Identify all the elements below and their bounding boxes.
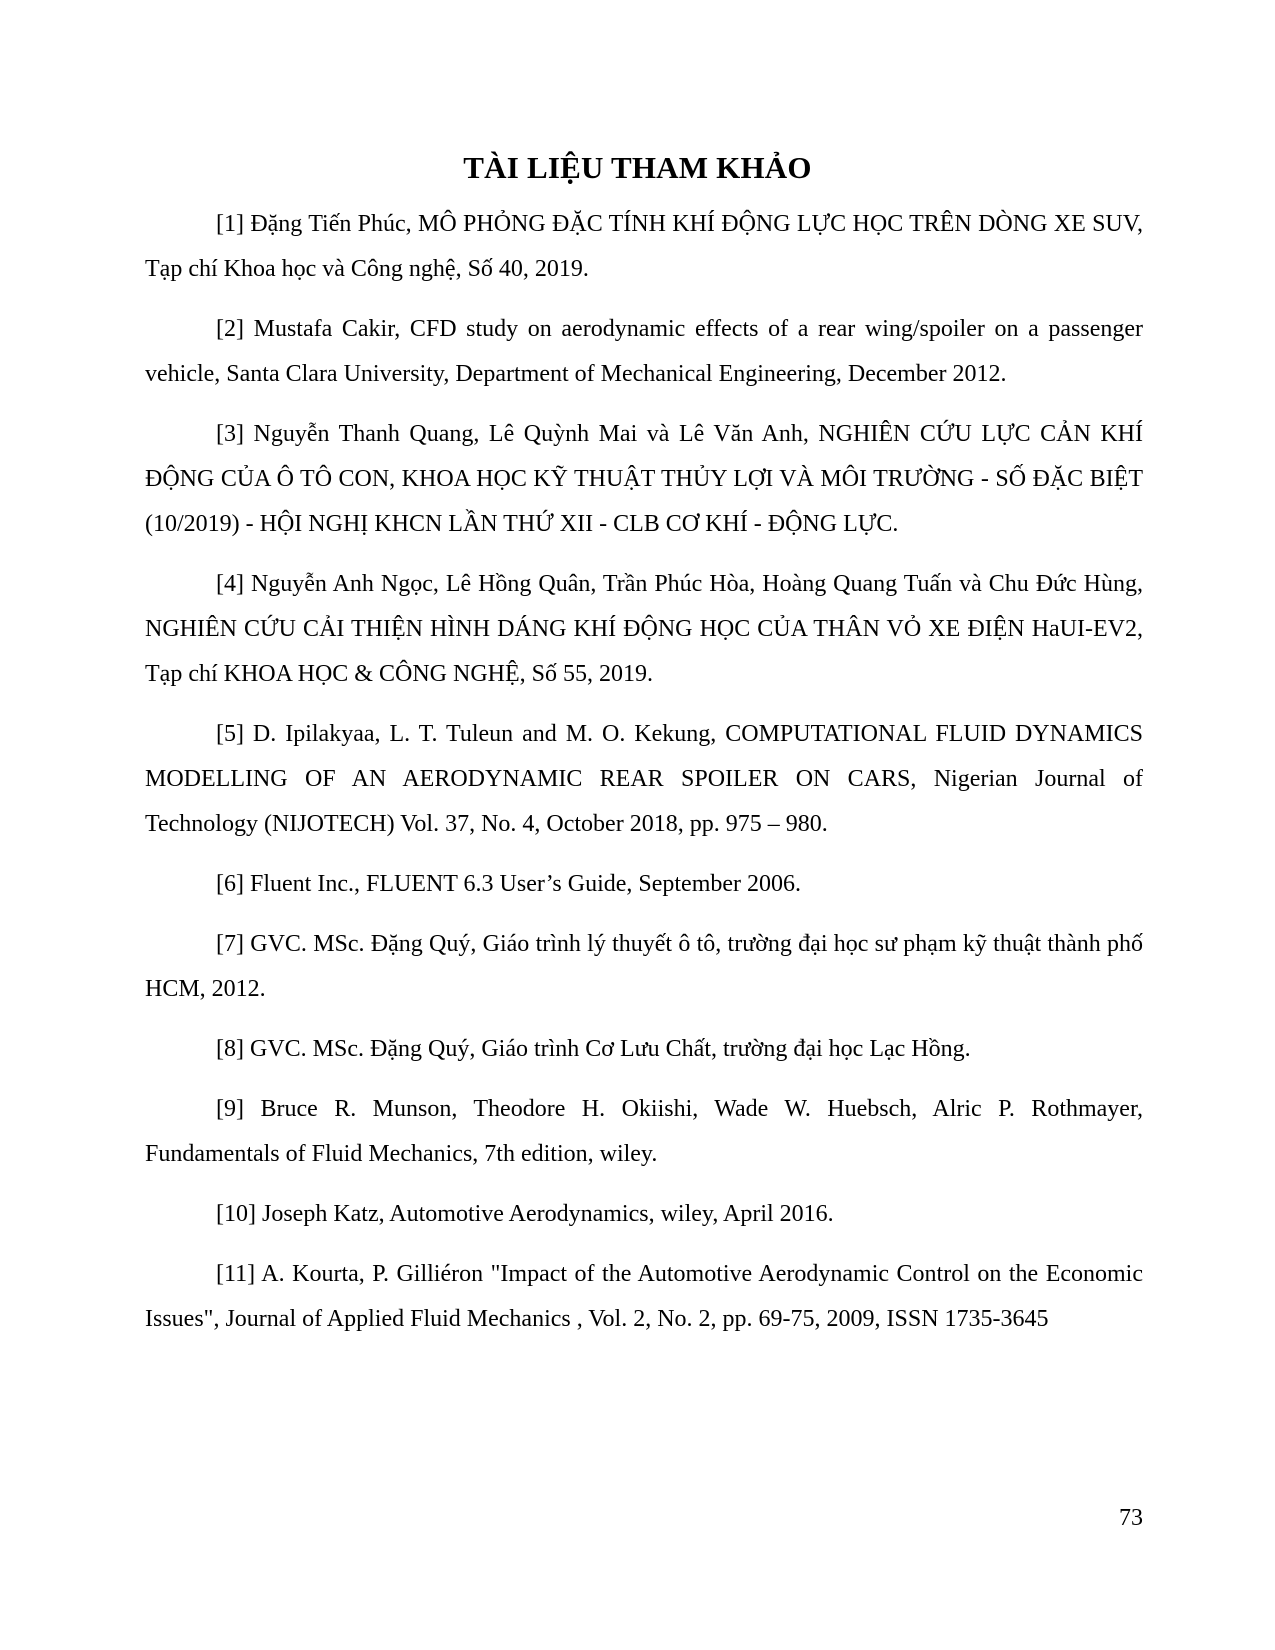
reference-item-11: [11] A. Kourta, P. Gilliéron "Impact of the Automotive Aerodynamic Control on the Economic Issues", Journal of Applied Fluid Mechanics , Vol. 2, No. 2, pp. 69-75, 2009, ISSN 1735-3645: [145, 1261, 1143, 1332]
reference-item-4: [4] Nguyễn Anh Ngọc, Lê Hồng Quân, Trần Phúc Hòa, Hoàng Quang Tuấn và Chu Đức Hùng, NGHIÊN CỨU CẢI THIỆN HÌNH DÁNG KHÍ ĐỘNG HỌC CỦA THÂN VỎ XE ĐIỆN HaUI-EV2, Tạp chí KHOA HỌC & CÔNG NGHỆ, Số 55, 2019.: [145, 571, 1143, 687]
reference-item-8: [8] GVC. MSc. Đặng Quý, Giáo trình Cơ Lưu Chất, trường đại học Lạc Hồng.: [216, 1036, 971, 1062]
reference-item-1: [1] Đặng Tiến Phúc, MÔ PHỎNG ĐẶC TÍNH KHÍ ĐỘNG LỰC HỌC TRÊN DÒNG XE SUV, Tạp chí Khoa học và Công nghệ, Số 40, 2019.: [145, 211, 1143, 282]
reference-item-5: [5] D. Ipilakyaa, L. T. Tuleun and M. O. Kekung, COMPUTATIONAL FLUID DYNAMICS MODELLING OF AN AERODYNAMIC REAR SPOILER ON CARS, Nigerian Journal of Technology (NIJOTECH) Vol. 37, No. 4, October 2018, pp. 975 – 980.: [145, 721, 1143, 837]
reference-item-2: [2] Mustafa Cakir, CFD study on aerodynamic effects of a rear wing/spoiler on a passenger vehicle, Santa Clara University, Department of Mechanical Engineering, December 2012.: [145, 316, 1143, 387]
reference-item-3: [3] Nguyễn Thanh Quang, Lê Quỳnh Mai và Lê Văn Anh, NGHIÊN CỨU LỰC CẢN KHÍ ĐỘNG CỦA Ô TÔ CON, KHOA HỌC KỸ THUẬT THỦY LỢI VÀ MÔI TRƯỜNG - SỐ ĐẶC BIỆT (10/2019) - HỘI NGHỊ KHCN LẦN THỨ XII - CLB CƠ KHÍ - ĐỘNG LỰC.: [145, 421, 1143, 537]
reference-item-7: [7] GVC. MSc. Đặng Quý, Giáo trình lý thuyết ô tô, trường đại học sư phạm kỹ thuật thành phố HCM, 2012.: [145, 931, 1143, 1002]
page-title: TÀI LIỆU THAM KHẢO: [463, 150, 812, 185]
page-number: 73: [1119, 1505, 1143, 1531]
reference-list: [145, 202, 1143, 1357]
reference-item-6: [6] Fluent Inc., FLUENT 6.3 User’s Guide, September 2006.: [216, 871, 802, 897]
reference-item-9: [9] Bruce R. Munson, Theodore H. Okiishi, Wade W. Huebsch, Alric P. Rothmayer, Fundamentals of Fluid Mechanics, 7th edition, wiley.: [145, 1096, 1143, 1167]
reference-item-10: [10] Joseph Katz, Automotive Aerodynamics, wiley, April 2016.: [216, 1201, 834, 1227]
